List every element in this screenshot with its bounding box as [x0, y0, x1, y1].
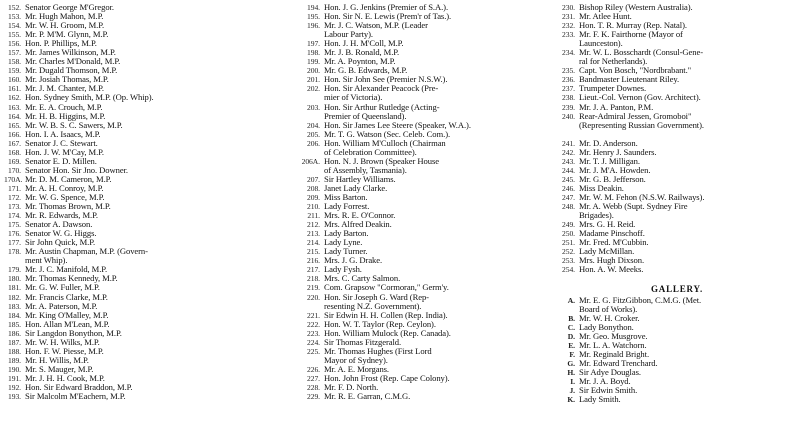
- entry-name: Mr. F. K. Fairthorne (Mayor of: [579, 29, 683, 40]
- entry-name: of Celebration Committee).: [324, 146, 417, 157]
- entry-number: 219.: [307, 283, 320, 293]
- entry-number: 182.: [8, 292, 21, 302]
- entry-name: Mr. W. L. Bosschardt (Consul-Gene-: [579, 47, 704, 58]
- entry-name: Mrs. R. E. O'Connor.: [324, 210, 396, 221]
- entry-name: Sir Thomas Fitzgerald.: [324, 336, 402, 347]
- entry-name: Mr. G. W. Fuller, M.P.: [25, 282, 100, 293]
- entry-number: 204.: [307, 120, 320, 130]
- entry-number: 250.: [562, 229, 575, 239]
- entry-name: Hon. P. Phillips, M.P.: [25, 38, 97, 49]
- entry-name: Mr. T. J. Milligan.: [579, 155, 640, 166]
- entry-name: Sir Malcolm M'Eachern, M.P.: [25, 391, 126, 402]
- entry-number: 199.: [307, 57, 320, 67]
- entry-number: 227.: [307, 373, 320, 383]
- entry-name: of Assembly, Tasmania).: [324, 164, 407, 175]
- entry-name: Mr. P. M'M. Glynn, M.P.: [25, 29, 109, 40]
- entry-number: 170A.: [4, 174, 23, 184]
- section-heading: GALLERY.: [650, 284, 703, 295]
- entry-name: Mr. A. Webb (Supt. Sydney Fire: [579, 201, 688, 212]
- entry-number: 223.: [307, 328, 320, 338]
- entry-name: Mr. A. Poynton, M.P.: [324, 56, 396, 67]
- entry-number: 254.: [562, 265, 575, 275]
- entry-number: 236.: [562, 75, 575, 85]
- entry-name: Hon. Sir N. E. Lewis (Prem'r of Tas.).: [324, 11, 452, 22]
- entry-number: 156.: [8, 39, 21, 49]
- entry-number: 240.: [562, 111, 575, 121]
- entry-name: Mr. W. H. Groom, M.P.: [25, 20, 105, 31]
- entry-name: Lady Bonython.: [579, 321, 634, 332]
- entry-number: 238.: [562, 93, 575, 103]
- entry-name: Mr. A. H. Conroy, M.P.: [25, 182, 104, 193]
- entry-number: 194.: [307, 3, 320, 12]
- entry-number: A.: [567, 295, 575, 305]
- entry-number: 152.: [8, 3, 21, 12]
- entry-name: Hon. William M'Culloch (Chairman: [324, 137, 446, 148]
- spacer: [555, 274, 799, 283]
- entry-number: 205.: [307, 129, 320, 139]
- entry-number: 177.: [8, 238, 21, 248]
- entry-name: Mr. S. Mauger, M.P.: [25, 363, 94, 374]
- entry-number: 247.: [562, 192, 575, 202]
- entry-name: Mr. J. C. Watson, M.P. (Leader: [324, 20, 428, 31]
- entry-name: Hon. N. J. Brown (Speaker House: [324, 155, 439, 166]
- entry-number: 179.: [8, 265, 21, 275]
- entry-name: Hon. Sydney Smith, M.P. (Op. Whip).: [25, 92, 154, 103]
- entry-number: H.: [567, 367, 575, 377]
- legend-entry: [4, 392, 302, 401]
- entry-name: Mr. D. M. Cameron, M.P.: [25, 173, 112, 184]
- entry-number: 183.: [8, 301, 21, 311]
- entry-name: Mr. Fred. M'Cubbin.: [579, 237, 649, 248]
- entry-name: Mr. G. B. Jefferson.: [579, 173, 646, 184]
- entry-number: 242.: [562, 147, 575, 157]
- entry-number: 233.: [562, 30, 575, 40]
- entry-number: 197.: [307, 39, 320, 49]
- entry-number: 181.: [8, 283, 21, 293]
- entry-name: Hon. Sir Arthur Rutledge (Acting-: [324, 101, 440, 112]
- entry-number: 185.: [8, 319, 21, 329]
- entry-name: Mrs. Hugh Dixson.: [579, 255, 645, 266]
- entry-number: 154.: [8, 21, 21, 31]
- entry-number: 168.: [8, 147, 21, 157]
- entry-name: Mr. R. Edwards, M.P.: [25, 210, 98, 221]
- entry-number: 167.: [8, 138, 21, 148]
- entry-number: 170.: [8, 165, 21, 175]
- entry-name: Mr. L. A. Watchorn.: [579, 339, 647, 350]
- entry-number: 163.: [8, 102, 21, 112]
- entry-name: Lady McMillan.: [579, 246, 635, 257]
- entry-name: Rear-Admiral Jessen, Gromoboi": [579, 110, 692, 121]
- entry-name: Mr. Geo. Musgrove.: [579, 330, 648, 341]
- entry-name: Sir Hartley Williams.: [324, 173, 396, 184]
- entry-name: Mr. Josiah Thomas, M.P.: [25, 74, 109, 85]
- legend-column-1: [4, 3, 302, 401]
- entry-number: D.: [567, 331, 575, 341]
- entry-number: 166.: [8, 129, 21, 139]
- entry-number: 191.: [8, 373, 21, 383]
- entry-name: Mr. W. H. Croker.: [579, 312, 640, 323]
- entry-number: 245.: [562, 174, 575, 184]
- entry-name: Lady Forrest.: [324, 201, 370, 212]
- entry-name: Mr. J. M. Chanter, M.P.: [25, 83, 104, 94]
- entry-number: 160.: [8, 75, 21, 85]
- entry-number: 232.: [562, 21, 575, 31]
- entry-name: Mr. J. B. Ronald, M.P.: [324, 47, 400, 58]
- entry-number: 230.: [562, 3, 575, 12]
- entry-name: Mr. Reginald Bright.: [579, 348, 650, 359]
- entry-number: C.: [567, 322, 575, 332]
- entry-number: 165.: [8, 120, 21, 130]
- entry-number: 218.: [307, 274, 320, 284]
- legend-entry: [555, 265, 799, 274]
- entry-number: B.: [568, 313, 575, 323]
- entry-number: E.: [568, 340, 575, 350]
- entry-number: 237.: [562, 84, 575, 94]
- entry-name: Mr. Edward Trenchard.: [579, 357, 658, 368]
- entry-name: Mr. F. D. North.: [324, 381, 379, 392]
- entry-name: Sir Langdon Bonython, M.P.: [25, 327, 122, 338]
- entry-name: Capt. Von Bosch, "Nordbrabant.": [579, 65, 692, 76]
- entry-number: 229.: [307, 392, 320, 402]
- entry-name: Mrs. C. Carty Salmon.: [324, 273, 401, 284]
- entry-name: Madame Pinschoff.: [579, 228, 645, 239]
- entry-name: Sir Edwin H. H. Collen (Rep. India).: [324, 309, 448, 320]
- entry-number: 186.: [8, 328, 21, 338]
- entry-number: 161.: [8, 84, 21, 94]
- entry-name: Mr. D. Anderson.: [579, 137, 638, 148]
- entry-number: 225.: [307, 346, 320, 356]
- entry-number: 190.: [8, 364, 21, 374]
- entry-number: 252.: [562, 247, 575, 257]
- entry-name: Mr. King O'Malley, M.P.: [25, 309, 109, 320]
- entry-name: Bandmaster Lieutenant Riley.: [579, 74, 680, 85]
- entry-number: 210.: [307, 202, 320, 212]
- entry-name: Brigades).: [579, 210, 614, 221]
- entry-number: 195.: [307, 12, 320, 22]
- entry-name: Mr. Hugh Mahon, M.P.: [25, 11, 104, 22]
- entry-name: Mrs. G. H. Reid.: [579, 219, 636, 230]
- entry-name: Hon. William Mulock (Rep. Canada).: [324, 327, 451, 338]
- entry-number: 221.: [307, 310, 320, 320]
- entry-name: Hon. F. W. Piesse, M.P.: [25, 345, 104, 356]
- entry-name: Mrs. J. G. Drake.: [324, 255, 383, 266]
- entry-name: Sir Edwin Smith.: [579, 384, 638, 395]
- entry-number: 216.: [307, 256, 320, 266]
- entry-name: Miss Deakin.: [579, 182, 624, 193]
- entry-number: 158.: [8, 57, 21, 67]
- entry-name: Senator Hon. Sir Jno. Downer.: [25, 164, 128, 175]
- entry-number: 188.: [8, 346, 21, 356]
- entry-number: 202.: [307, 84, 320, 94]
- entry-number: 203.: [307, 102, 320, 112]
- entry-name: Mr. Atlee Hunt.: [579, 11, 632, 22]
- entry-name: Hon. J. G. Jenkins (Premier of S.A.).: [324, 2, 449, 12]
- entry-number: 206A.: [301, 156, 320, 166]
- entry-name: Board of Works).: [579, 303, 638, 314]
- entry-name: Hon. Sir Edward Braddon, M.P.: [25, 381, 133, 392]
- entry-number: 201.: [307, 75, 320, 85]
- entry-number: 164.: [8, 111, 21, 121]
- entry-name: Mr. A. Paterson, M.P.: [25, 300, 98, 311]
- entry-name: Hon. A. W. Meeks.: [579, 264, 644, 275]
- entry-name: Lady Barton.: [324, 228, 369, 239]
- entry-name: Mr. Charles M'Donald, M.P.: [25, 56, 121, 67]
- entry-name: Hon. I. A. Isaacs, M.P.: [25, 128, 101, 139]
- entry-number: 153.: [8, 12, 21, 22]
- entry-name: Bishop Riley (Western Australia).: [579, 2, 693, 12]
- entry-name: Mr. J. C. Manifold, M.P.: [25, 264, 108, 275]
- entry-name: Launceston).: [579, 38, 623, 49]
- entry-number: 246.: [562, 183, 575, 193]
- entry-number: 251.: [562, 238, 575, 248]
- entry-name: Lady Turner.: [324, 246, 368, 257]
- entry-name: Lady Fysh.: [324, 264, 362, 275]
- entry-number: 220.: [307, 292, 320, 302]
- legend-column-2: [300, 3, 554, 401]
- entry-name: ment Whip).: [25, 255, 68, 266]
- entry-name: Lady Smith.: [579, 394, 621, 405]
- entry-number: 243.: [562, 156, 575, 166]
- entry-name: Hon. J. W. M'Cay, M.P.: [25, 146, 104, 157]
- entry-name: Mr. Thomas Kennedy, M.P.: [25, 273, 118, 284]
- entry-name: Mayor of Sydney).: [324, 354, 388, 365]
- entry-name: Miss Barton.: [324, 191, 368, 202]
- entry-name: Mrs. Alfred Deakin.: [324, 219, 392, 230]
- entry-name: Mr. J. M'A. Howden.: [579, 164, 651, 175]
- entry-name: Hon. Allan M'Lean, M.P.: [25, 318, 110, 329]
- entry-number: 241.: [562, 138, 575, 148]
- entry-name: Mr. G. B. Edwards, M.P.: [324, 65, 408, 76]
- entry-name: Mr. Thomas Hughes (First Lord: [324, 345, 432, 356]
- entry-number: 159.: [8, 66, 21, 76]
- entry-name: Mr. Austin Chapman, M.P. (Govern-: [25, 246, 148, 257]
- entry-number: 211.: [307, 211, 320, 221]
- entry-name: Mr. W. G. Spence, M.P.: [25, 191, 105, 202]
- entry-name: (Representing Russian Government).: [579, 119, 704, 130]
- entry-name: Hon. John Frost (Rep. Cape Colony).: [324, 372, 450, 383]
- entry-name: Mr. E. A. Crouch, M.P.: [25, 101, 103, 112]
- entry-number: 174.: [8, 211, 21, 221]
- entry-name: Premier of Queensland).: [324, 110, 407, 121]
- entry-number: 178.: [8, 247, 21, 257]
- entry-name: Mr. A. E. Morgans.: [324, 363, 390, 374]
- entry-name: Mr. Francis Clarke, M.P.: [25, 291, 108, 302]
- entry-name: Mr. T. G. Watson (Sec. Celeb. Com.).: [324, 128, 451, 139]
- entry-name: Janet Lady Clarke.: [324, 182, 388, 193]
- entry-number: 239.: [562, 102, 575, 112]
- entry-name: Hon. Sir James Lee Steere (Speaker, W.A.).: [324, 119, 471, 130]
- entry-number: 217.: [307, 265, 320, 275]
- entry-name: Senator E. D. Millen.: [25, 155, 97, 166]
- entry-name: Lieut.-Col. Vernon (Gov. Architect).: [579, 92, 701, 103]
- entry-name: Hon. J. H. M'Coll, M.P.: [324, 38, 404, 49]
- entry-name: Mr. H. Willis, M.P.: [25, 354, 89, 365]
- entry-name: Hon. T. R. Murray (Rep. Natal).: [579, 20, 687, 31]
- entry-number: 207.: [307, 174, 320, 184]
- entry-number: 196.: [307, 21, 320, 31]
- entry-name: Mr. J. H. H. Cook, M.P.: [25, 372, 105, 383]
- entry-name: Mr. Thomas Brown, M.P.: [25, 201, 111, 212]
- entry-number: 228.: [307, 382, 320, 392]
- entry-number: 172.: [8, 192, 21, 202]
- entry-number: 175.: [8, 220, 21, 230]
- entry-number: 180.: [8, 274, 21, 284]
- legend-entry: [300, 392, 554, 401]
- entry-number: 215.: [307, 247, 320, 257]
- entry-name: Sir Adye Douglas.: [579, 366, 641, 377]
- entry-number: 193.: [8, 392, 21, 402]
- entry-name: Senator A. Dawson.: [25, 219, 93, 230]
- entry-name: Senator George M'Gregor.: [25, 2, 114, 12]
- entry-name: Labour Party).: [324, 29, 373, 40]
- entry-name: ral for Netherlands).: [579, 56, 648, 67]
- entry-name: Mr. J. A. Boyd.: [579, 375, 631, 386]
- entry-number: 226.: [307, 364, 320, 374]
- entry-number: 198.: [307, 48, 320, 58]
- entry-number: 224.: [307, 337, 320, 347]
- entry-number: 173.: [8, 202, 21, 212]
- entry-number: 213.: [307, 229, 320, 239]
- entry-name: Com. Grapsow "Cormoran," Germ'y.: [324, 282, 449, 293]
- entry-name: Mr. R. E. Garran, C.M.G.: [324, 391, 411, 402]
- entry-number: 235.: [562, 66, 575, 76]
- entry-number: 169.: [8, 156, 21, 166]
- entry-number: I.: [570, 376, 575, 386]
- entry-number: 244.: [562, 165, 575, 175]
- entry-number: 222.: [307, 319, 320, 329]
- entry-number: 176.: [8, 229, 21, 239]
- entry-name: Mr. E. G. FitzGibbon, C.M.G. (Met.: [579, 294, 702, 305]
- entry-name: Senator W. G. Higgs.: [25, 228, 97, 239]
- entry-number: 248.: [562, 202, 575, 212]
- entry-name: Sir John Quick, M.P.: [25, 237, 96, 248]
- entry-name: Mr. H. B. Higgins, M.P.: [25, 110, 106, 121]
- entry-name: resenting N.Z. Government).: [324, 300, 422, 311]
- entry-name: Mr. Dugald Thomson, M.P.: [25, 65, 118, 76]
- entry-name: Trumpeter Downes.: [579, 83, 647, 94]
- entry-number: 155.: [8, 30, 21, 40]
- entry-number: F.: [569, 349, 575, 359]
- entry-number: 200.: [307, 66, 320, 76]
- entry-number: 212.: [307, 220, 320, 230]
- entry-name: Senator J. C. Stewart.: [25, 137, 98, 148]
- entry-name: Lady Lyne.: [324, 237, 363, 248]
- entry-number: J.: [569, 385, 575, 395]
- entry-number: 231.: [562, 12, 575, 22]
- entry-name: mier of Victoria).: [324, 92, 383, 103]
- entry-number: 157.: [8, 48, 21, 58]
- entry-number: 192.: [8, 382, 21, 392]
- entry-name: Mr. J. A. Panton, P.M.: [579, 101, 654, 112]
- entry-number: 209.: [307, 192, 320, 202]
- entry-number: 234.: [562, 48, 575, 58]
- entry-number: 162.: [8, 93, 21, 103]
- entry-number: 184.: [8, 310, 21, 320]
- legend-column-3: [555, 3, 799, 404]
- entry-number: G.: [567, 358, 575, 368]
- entry-number: 214.: [307, 238, 320, 248]
- entry-name: Hon. W. T. Taylor (Rep. Ceylon).: [324, 318, 436, 329]
- entry-number: K.: [567, 395, 575, 405]
- entry-number: 253.: [562, 256, 575, 266]
- legend-entry-continuation: [555, 121, 799, 130]
- entry-number: 189.: [8, 355, 21, 365]
- entry-name: Hon. Sir John See (Premier N.S.W.).: [324, 74, 448, 85]
- entry-number: 249.: [562, 220, 575, 230]
- entry-number: 171.: [8, 183, 21, 193]
- entry-name: Hon. Sir Joseph G. Ward (Rep-: [324, 291, 429, 302]
- entry-number: 206.: [307, 138, 320, 148]
- entry-name: Hon. Sir Alexander Peacock (Pre-: [324, 83, 439, 94]
- entry-name: Mr. Henry J. Saunders.: [579, 146, 657, 157]
- entry-name: Mr. W. M. Fehon (N.S.W. Railways).: [579, 191, 705, 202]
- entry-number: 208.: [307, 183, 320, 193]
- entry-name: Mr. W. H. Wilks, M.P.: [25, 336, 100, 347]
- entry-name: Mr. W. B. S. C. Sawers, M.P.: [25, 119, 123, 130]
- entry-name: Mr. James Wilkinson, M.P.: [25, 47, 116, 58]
- legend-entry: [555, 395, 799, 404]
- entry-number: 187.: [8, 337, 21, 347]
